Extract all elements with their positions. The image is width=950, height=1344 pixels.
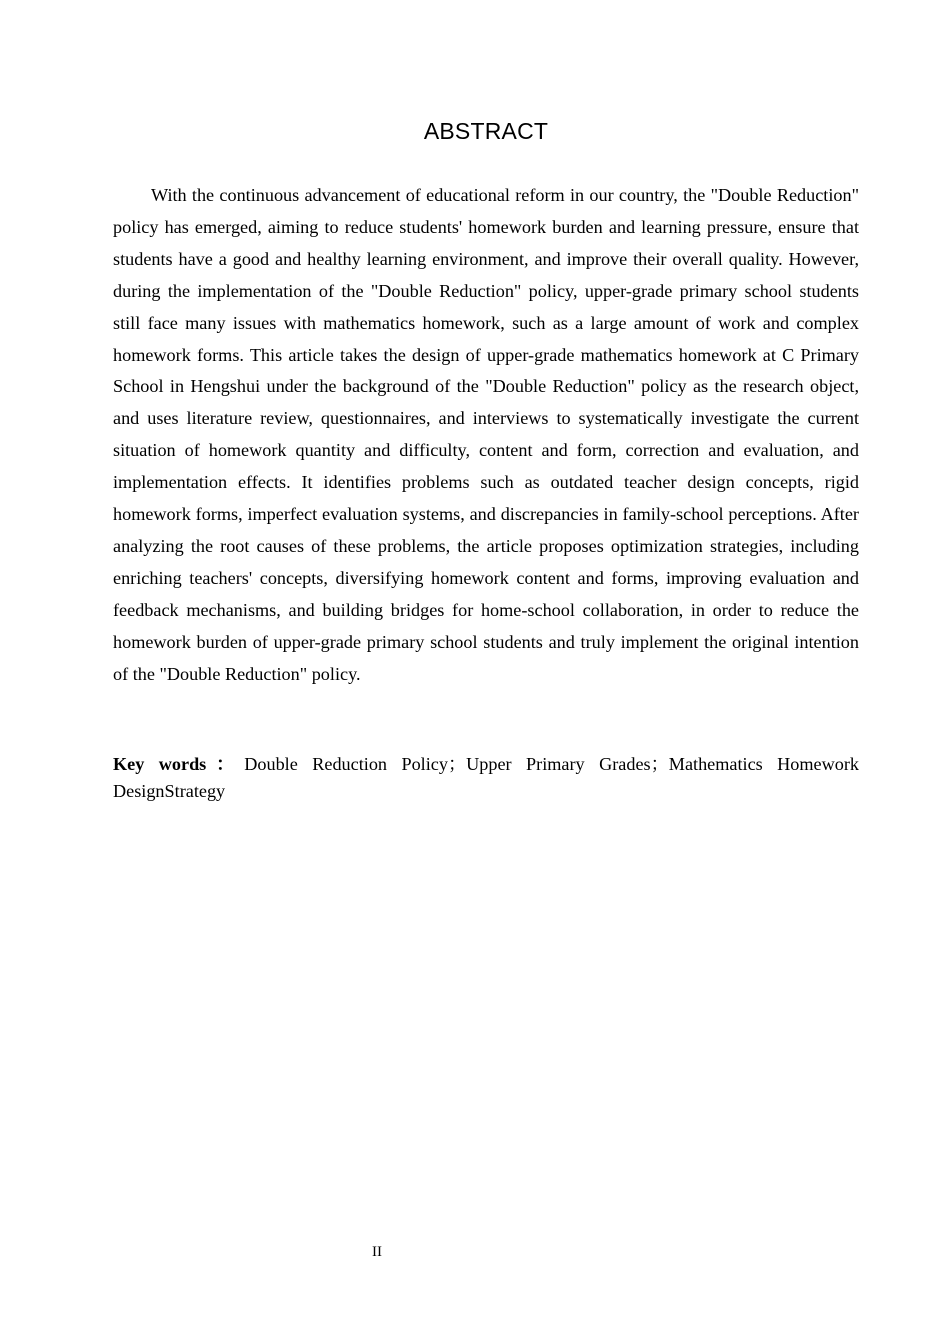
keywords-text: Double Reduction Policy；Upper Primary Grades；Mathematics Homework DesignStrategy (113, 754, 859, 801)
keywords-label: Key words： (113, 754, 245, 774)
abstract-paragraph: With the continuous advancement of educational reform in our country, the "Double Reduction" policy has emerged, aiming to reduce students' homework burden and learning pressure, ensure that students have a good and healthy learning environment, and improve their overall quality. However, during the implementation of the "Double Reduction" policy, upper-grade primary school students still face many issues with mathematics homework, such as a large amount of work and complex homework forms. This article takes the design of upper-grade mathematics homework at C Primary School in Hengshui under the background of the "Double Reduction" policy as the research object, and uses literature review, questionnaires, and interviews to systematically investigate the current situation of homework quantity and difficulty, content and form, correction and evaluation, and implementation effects. It identifies problems such as outdated teacher design concepts, rigid homework forms, imperfect evaluation systems, and discrepancies in family-school perceptions. After analyzing the root causes of these problems, the article proposes optimization strategies, including enriching teachers' concepts, diversifying homework content and forms, improving evaluation and feedback mechanisms, and building bridges for home-school collaboration, in order to reduce the homework burden of upper-grade primary school students and truly implement the original intention of the "Double Reduction" policy. (113, 185, 859, 684)
keywords-line (113, 751, 859, 805)
abstract-title: ABSTRACT (423, 118, 549, 144)
page-number: II (372, 1244, 382, 1260)
